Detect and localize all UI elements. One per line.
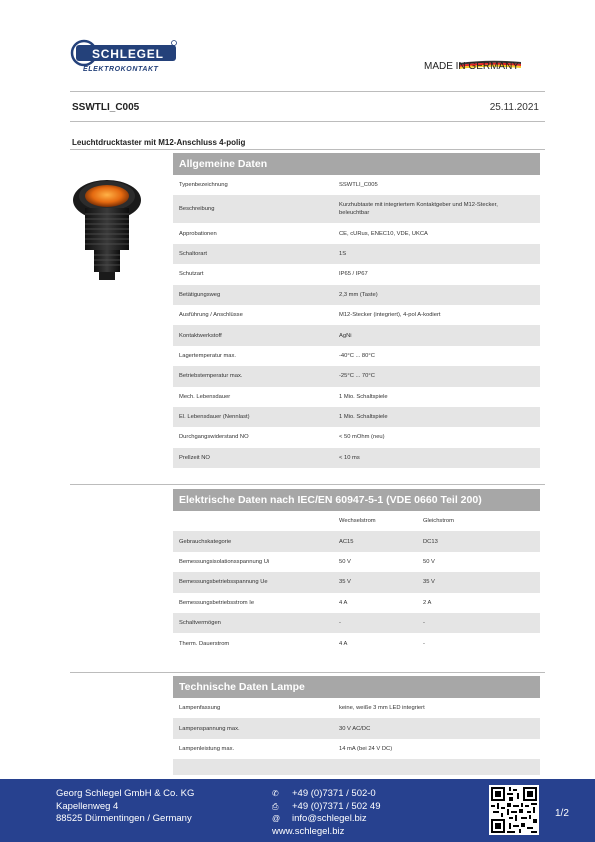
- row-label: Bemessungsbetriebsstrom Ie: [179, 599, 255, 606]
- email-link[interactable]: info@schlegel.biz: [292, 813, 367, 824]
- row-label: Lampenfassung: [179, 705, 221, 712]
- table-row: [173, 552, 540, 572]
- table-row: [173, 175, 540, 195]
- row-label: Prellzeit NO: [179, 454, 210, 461]
- street: Kapellenweg 4: [56, 800, 119, 812]
- table-row: [173, 264, 540, 284]
- fax-icon: ⎙: [272, 801, 279, 811]
- row-value-ac: 35 V: [339, 579, 351, 586]
- row-value: Kurzhubtaste mit integriertem Kontaktgeber und M12-Stecker, beleuchtbar: [339, 202, 498, 217]
- phone[interactable]: +49 (0)7371 / 502-0: [292, 788, 376, 799]
- row-value: -25°C ... 70°C: [339, 373, 375, 380]
- table-row: [173, 531, 540, 551]
- document-id: SSWTLI_C005: [72, 102, 140, 113]
- table-row: [173, 739, 540, 759]
- row-label: El. Lebensdauer (Nennlast): [179, 414, 250, 421]
- row-label: Lampenleistung max.: [179, 745, 235, 752]
- footer-address: [56, 788, 194, 826]
- table-row-filler: [173, 759, 540, 775]
- row-label: Beschreibung: [179, 206, 215, 213]
- table-row: [173, 407, 540, 427]
- footer-contact: [272, 788, 380, 838]
- table-row: [173, 387, 540, 407]
- row-value: SSWTLI_C005: [339, 182, 378, 189]
- qr-code: [489, 785, 539, 835]
- sub-brand: ELEKTROKONTAKT: [83, 66, 159, 73]
- document-title: Leuchtdrucktaster mit M12-Anschluss 4-polig: [72, 138, 246, 147]
- page-number: 1/2: [555, 808, 569, 819]
- made-in-label: MADE IN GERMANY: [423, 61, 519, 72]
- row-label: Gebrauchskategorie: [179, 538, 232, 545]
- section-title: Technische Daten Lampe: [173, 676, 540, 698]
- table-row: [173, 718, 540, 738]
- row-value-ac: -: [339, 620, 341, 627]
- row-value-ac: 4 A: [339, 640, 348, 647]
- row-value-ac: AC15: [339, 538, 354, 545]
- row-value: IP65 / IP67: [339, 271, 368, 278]
- row-value: -40°C ... 80°C: [339, 352, 375, 359]
- row-value: keine, weiße 3 mm LED integriert: [339, 705, 425, 712]
- section-technische-daten-lampe: [173, 676, 540, 775]
- table-row: [173, 593, 540, 613]
- table-row: [173, 698, 540, 718]
- fax: +49 (0)7371 / 502 49: [292, 800, 381, 812]
- row-label: Lampenspannung max.: [179, 725, 240, 732]
- document-date: 25.11.2021: [489, 102, 539, 113]
- divider: [70, 91, 545, 92]
- table-row: [173, 223, 540, 243]
- row-value: < 50 mOhm (neu): [339, 434, 385, 441]
- row-value-dc: 50 V: [423, 558, 435, 565]
- divider: [70, 672, 545, 673]
- row-label: Durchgangswiderstand NO: [179, 434, 249, 441]
- row-value-dc: DC13: [423, 538, 438, 545]
- row-value-ac: 50 V: [339, 558, 351, 565]
- phone-icon: ✆: [272, 789, 279, 798]
- row-value: AgNi: [339, 332, 352, 339]
- table-row: [173, 325, 540, 345]
- table-row: [173, 195, 540, 223]
- divider: [70, 484, 545, 485]
- table-row: [173, 448, 540, 468]
- table-row: [173, 244, 540, 264]
- table-row: [173, 572, 540, 592]
- section-title: Allgemeine Daten: [173, 153, 540, 175]
- product-image: [72, 172, 142, 282]
- table-row: [173, 633, 540, 653]
- row-value: 1 Mio. Schaltspiele: [339, 414, 388, 421]
- table-row: [173, 305, 540, 325]
- svg-text:SCHLEGEL: SCHLEGEL: [92, 47, 164, 61]
- row-label: Betriebstemperatur max.: [179, 373, 243, 380]
- section-elektrische-daten: [173, 489, 540, 654]
- row-label: Betätigungsweg: [179, 291, 221, 298]
- section-allgemeine-daten: [173, 153, 540, 468]
- row-label: Therm. Dauerstrom: [179, 640, 230, 647]
- row-label: Kontaktwerkstoff: [179, 332, 222, 339]
- row-value: 1 Mio. Schaltspiele: [339, 393, 388, 400]
- row-label: Bemessungsbetriebsspannung Ue: [179, 579, 268, 586]
- table-row: [173, 613, 540, 633]
- section-title: Elektrische Daten nach IEC/EN 60947-5-1 (VDE 0660 Teil 200): [173, 489, 540, 511]
- footer: [0, 779, 595, 842]
- table-row: [173, 285, 540, 305]
- table-header-row: [173, 511, 540, 531]
- row-label: Bemessungsisolationsspannung Ui: [179, 558, 270, 565]
- table-row: [173, 427, 540, 447]
- row-value: < 10 ms: [339, 454, 360, 461]
- row-value: 30 V AC/DC: [339, 725, 371, 732]
- divider: [70, 121, 545, 122]
- row-label: Mech. Lebensdauer: [179, 393, 231, 400]
- table-row: [173, 366, 540, 386]
- column-header-ac: Wechselstrom: [339, 518, 376, 525]
- row-value: 2,3 mm (Taste): [339, 291, 378, 298]
- row-label: Schutzart: [179, 271, 204, 278]
- city: 88525 Dürmentingen / Germany: [56, 813, 192, 824]
- row-value-ac: 4 A: [339, 599, 348, 606]
- table-row: [173, 346, 540, 366]
- row-label: Lagertemperatur max.: [179, 352, 237, 359]
- row-value: 1S: [339, 250, 347, 257]
- website-link[interactable]: www.schlegel.biz: [272, 825, 345, 837]
- email-icon: @: [272, 814, 281, 823]
- column-header-dc: Gleichstrom: [423, 518, 454, 525]
- row-value-dc: 35 V: [423, 579, 435, 586]
- row-label: Schaltorart: [179, 250, 208, 257]
- divider: [70, 149, 545, 150]
- company-name: Georg Schlegel GmbH & Co. KG: [56, 788, 195, 799]
- row-label: Ausführung / Anschlüsse: [179, 312, 243, 319]
- row-value: 14 mA (bei 24 V DC): [339, 745, 393, 752]
- row-value: M12-Stecker (integriert), 4-pol A-kodiert: [339, 312, 441, 319]
- row-label: Schaltvermögen: [179, 620, 221, 627]
- row-label: Typenbezeichnung: [179, 182, 228, 189]
- row-label: Approbationen: [179, 230, 217, 237]
- row-value-dc: 2 A: [423, 599, 432, 606]
- row-value-dc: -: [423, 640, 425, 647]
- row-value-dc: -: [423, 620, 425, 627]
- row-value: CE, cURus, ENEC10, VDE, UKCA: [339, 230, 428, 237]
